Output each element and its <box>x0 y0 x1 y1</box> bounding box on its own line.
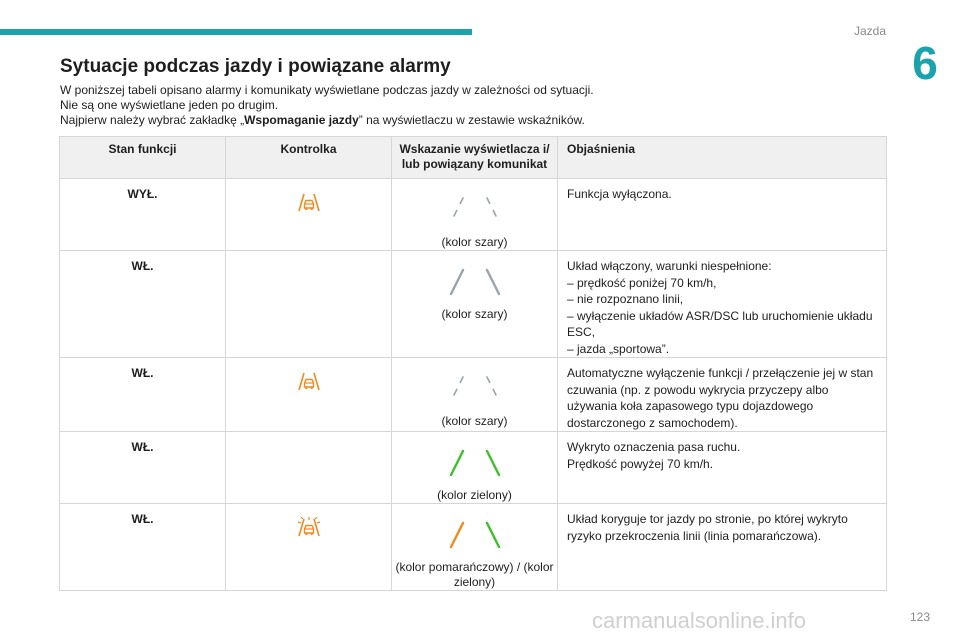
explanation-line: Wykryto oznaczenia pasa ruchu. <box>567 440 741 454</box>
display-indication-cell <box>392 504 558 591</box>
header-accent-bar <box>0 29 472 35</box>
intro-line-1: W poniższej tabeli opisano alarmy i komunikaty wyświetlane podczas jazdy w zależności od sytuacji. <box>60 83 594 97</box>
explanation-line: Układ włączony, warunki niespełnione: <box>567 259 772 273</box>
intro-line-3: Najpierw należy wybrać zakładkę „Wspomaganie jazdy” na wyświetlaczu w zestawie wskaźników. <box>60 113 585 127</box>
explanation-line: Funkcja wyłączona. <box>567 187 672 201</box>
page-title: Sytuacje podczas jazdy i powiązane alarmy <box>60 56 451 77</box>
lane-departure-icon <box>297 191 321 213</box>
column-header: Objaśnienia <box>558 137 887 179</box>
color-note: (kolor pomarańczowy) / (kolor zielony) <box>395 560 554 589</box>
explanation-line: – jazda „sportowa”. <box>567 341 670 356</box>
function-state: WŁ. <box>60 432 226 504</box>
display-indication-cell <box>392 251 558 358</box>
table-row <box>60 179 887 251</box>
table-row <box>60 432 887 504</box>
lane-markings-icon <box>443 520 507 550</box>
intro-line-2: Nie są one wyświetlane jeden po drugim. <box>60 98 279 112</box>
lane-markings-icon <box>443 267 507 297</box>
lane-departure-icon <box>297 370 321 392</box>
color-note: (kolor szary) <box>441 307 508 321</box>
page-number: 123 <box>909 610 930 624</box>
function-state: WŁ. <box>60 251 226 358</box>
display-indication-cell <box>392 179 558 251</box>
watermark: carmanualsonline.info <box>592 608 807 633</box>
table-header-row <box>60 137 887 179</box>
column-header: Stan funkcji <box>60 137 226 179</box>
chapter-number: 6 <box>912 37 938 89</box>
display-indication-cell <box>392 432 558 504</box>
explanation-cell <box>558 432 887 504</box>
explanation-cell <box>558 504 887 591</box>
warning-lamp-cell <box>226 179 392 251</box>
function-state: WŁ. <box>60 504 226 591</box>
function-state: WYŁ. <box>60 179 226 251</box>
alarms-table <box>59 136 887 591</box>
warning-lamp-cell <box>226 432 392 504</box>
lane-markings-icon <box>443 195 507 225</box>
warning-lamp-cell <box>226 358 392 432</box>
function-state: WŁ. <box>60 358 226 432</box>
table-row <box>60 504 887 591</box>
color-note: (kolor zielony) <box>437 488 512 502</box>
color-note: (kolor szary) <box>441 414 508 428</box>
color-note: (kolor szary) <box>441 235 508 249</box>
explanation-line: Automatyczne wyłączenie funkcji / przełączenie jej w stan czuwania (np. z powodu wykrycia przyczepy albo używania koła zapasowego typu dojazdowego dostarczonego z samochodem). <box>567 366 874 430</box>
display-indication-cell <box>392 358 558 432</box>
explanation-cell <box>558 358 887 432</box>
section-name: Jazda <box>853 24 886 38</box>
explanation-line: Układ koryguje tor jazdy po stronie, po której wykryto ryzyko przekroczenia linii (linia pomarańczowa). <box>567 512 848 543</box>
tab-name: Wspomaganie jazdy <box>244 113 359 127</box>
explanation-cell <box>558 179 887 251</box>
intro-text <box>60 83 594 128</box>
warning-lamp-cell <box>226 504 392 591</box>
lane-markings-icon <box>443 374 507 404</box>
explanation-line: – nie rozpoznano linii, <box>567 292 684 306</box>
explanation-line: – wyłączenie układów ASR/DSC lub uruchomienie układu ESC, <box>567 308 873 339</box>
table-row <box>60 251 887 358</box>
lane-departure-active-icon <box>297 516 321 538</box>
explanation-line: Prędkość powyżej 70 km/h. <box>567 456 714 471</box>
warning-lamp-cell <box>226 251 392 358</box>
lane-markings-icon <box>443 448 507 478</box>
table-row <box>60 358 887 432</box>
explanation-line: – prędkość poniżej 70 km/h, <box>567 275 717 290</box>
column-header: Wskazanie wyświetlacza i/ lub powiązany komunikat <box>392 137 558 179</box>
column-header: Kontrolka <box>226 137 392 179</box>
explanation-cell <box>558 251 887 358</box>
